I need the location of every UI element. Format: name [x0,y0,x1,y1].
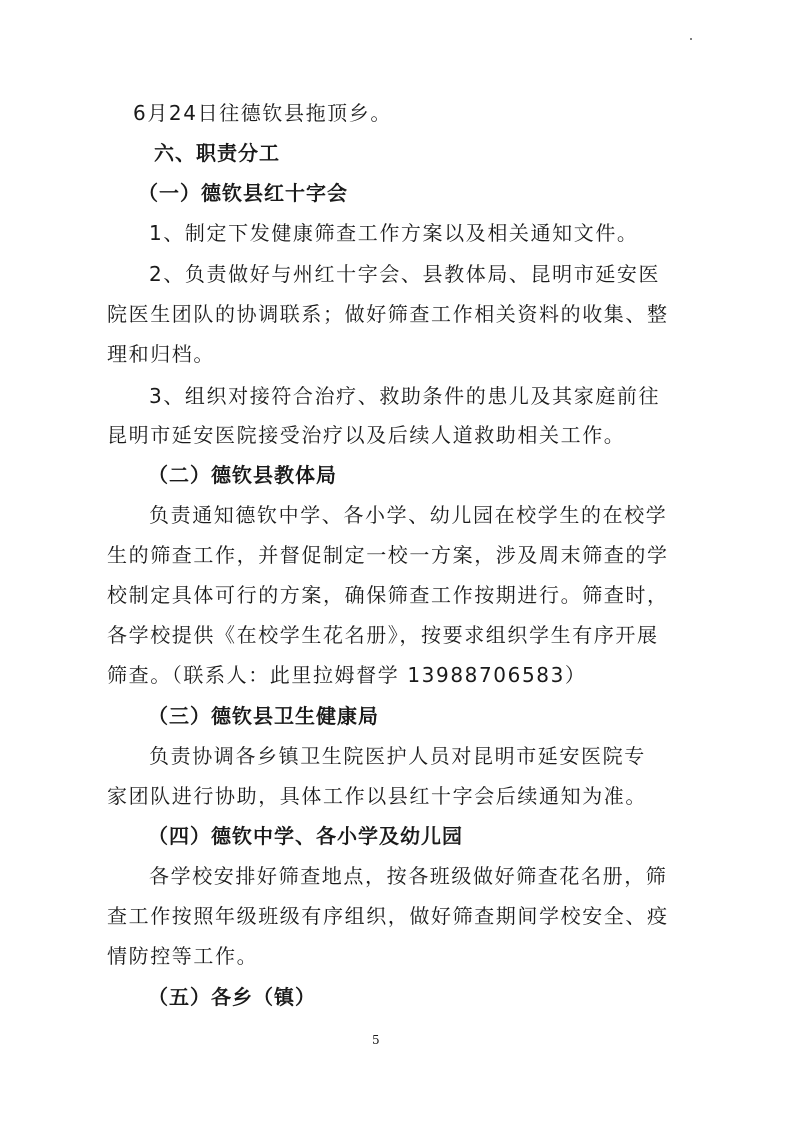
text-line: 1、制定下发健康筛查工作方案以及相关通知文件。 [149,221,639,245]
text-line: 各学校安排好筛查地点，按各班级做好筛查花名册，筛 [149,864,668,888]
text-line: 院医生团队的协调联系；做好筛查工作相关资料的收集、整 [107,302,669,326]
text-line: 负责协调各乡镇卫生院医护人员对昆明市延安医院专 [149,744,646,768]
text-line: 3、组织对接符合治疗、救助条件的患儿及其家庭前往 [149,384,661,408]
subheading-red-cross: （一）德钦县红十字会 [138,181,348,205]
text-line: 2、负责做好与州红十字会、县教体局、昆明市延安医 [149,262,661,286]
text-line-schedule: 6月24日往德钦县拖顶乡。 [133,101,392,125]
subheading-health-bureau: （三）德钦县卫生健康局 [148,704,379,728]
scan-speck [690,38,692,40]
text-line: 家团队进行协助，具体工作以县红十字会后续通知为准。 [107,784,647,808]
text-line: 查工作按照年级班级有序组织，做好筛查期间学校安全、疫 [107,904,669,928]
text-line: 各学校提供《在校学生花名册》，按要求组织学生有序开展 [107,623,659,647]
page-number: 5 [372,1033,380,1047]
subheading-schools: （四）德钦中学、各小学及幼儿园 [148,824,463,848]
text-line: 理和归档。 [107,342,215,366]
text-line: 校制定具体可行的方案，确保筛查工作按期进行。筛查时， [107,583,669,607]
subheading-education-bureau: （二）德钦县教体局 [148,463,337,487]
text-line: 生的筛查工作，并督促制定一校一方案，涉及周末筛查的学 [107,543,669,567]
text-line: 负责通知德钦中学、各小学、幼儿园在校学生的在校学 [149,503,668,527]
text-line: 昆明市延安医院接受治疗以及后续人道救助相关工作。 [107,423,626,447]
subheading-townships: （五）各乡（镇） [148,985,316,1009]
text-line-contact: 筛查。（联系人：此里拉姆督学 13988706583） [107,663,587,687]
text-line: 情防控等工作。 [107,944,259,968]
section-heading-responsibilities: 六、职责分工 [154,141,280,165]
